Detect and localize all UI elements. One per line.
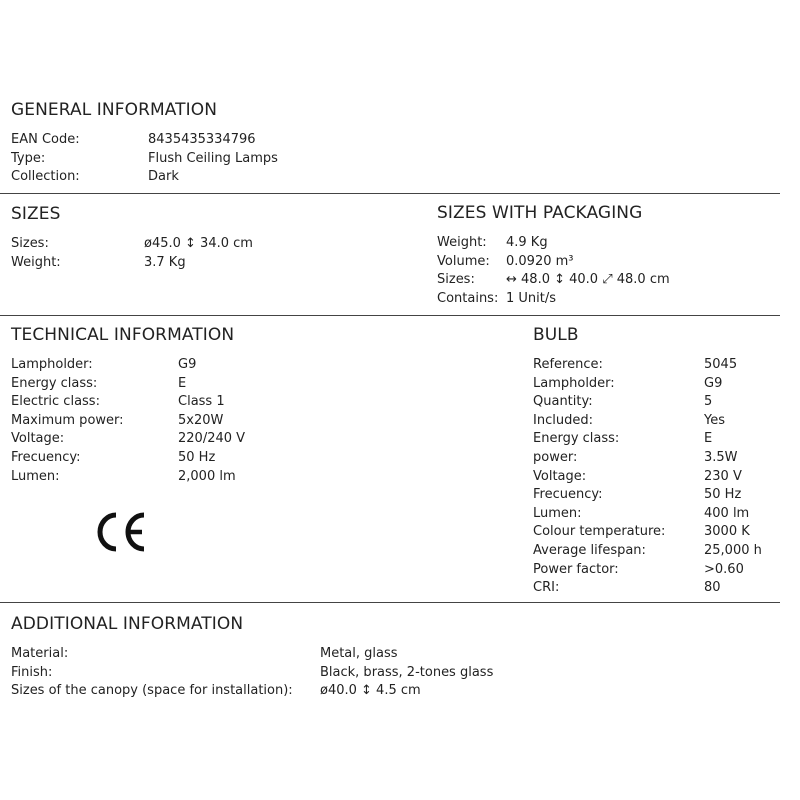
spec-label: power: bbox=[533, 449, 578, 465]
spec-value: 230 V bbox=[704, 468, 742, 484]
spec-value: 4.9 Kg bbox=[506, 235, 548, 250]
spec-label: Frecuency: bbox=[533, 487, 603, 503]
spec-value: Dark bbox=[148, 169, 179, 185]
general-information-heading: GENERAL INFORMATION bbox=[11, 100, 218, 120]
spec-value: 3.5W bbox=[704, 449, 738, 465]
spec-label: Electric class: bbox=[11, 394, 100, 410]
spec-label: Quantity: bbox=[533, 394, 593, 410]
spec-value: 5 bbox=[704, 394, 713, 410]
spec-label: CRI: bbox=[533, 580, 560, 596]
spec-value: Metal, glass bbox=[320, 646, 398, 661]
sizes-with-packaging-heading: SIZES WITH PACKAGING bbox=[437, 203, 643, 223]
spec-label: Voltage: bbox=[11, 431, 65, 447]
spec-label: Lumen: bbox=[533, 505, 582, 521]
spec-value: Flush Ceiling Lamps bbox=[148, 150, 278, 166]
spec-label: Average lifespan: bbox=[533, 542, 646, 558]
spec-value: E bbox=[704, 431, 713, 447]
spec-label: Energy class: bbox=[533, 431, 620, 447]
spec-label: Weight: bbox=[11, 254, 61, 270]
spec-label: Colour temperature: bbox=[533, 524, 666, 540]
spec-value: Yes bbox=[704, 412, 725, 428]
spec-value: G9 bbox=[704, 375, 723, 391]
spec-value: G9 bbox=[178, 357, 197, 372]
sizes-heading: SIZES bbox=[11, 204, 61, 224]
spec-value: 8435435334796 bbox=[148, 132, 256, 147]
ce-mark-icon bbox=[94, 510, 150, 554]
spec-value: >0.60 bbox=[704, 561, 744, 577]
spec-label: Lampholder: bbox=[533, 375, 615, 391]
section-divider bbox=[0, 315, 780, 316]
spec-value: Black, brass, 2-tones glass bbox=[320, 664, 494, 680]
spec-label: Lampholder: bbox=[11, 357, 93, 372]
bulb-heading: BULB bbox=[533, 325, 579, 345]
spec-value: 2,000 lm bbox=[178, 468, 236, 484]
spec-value: 5045 bbox=[704, 357, 738, 372]
spec-label: Frecuency: bbox=[11, 449, 81, 465]
section-divider bbox=[0, 602, 780, 603]
spec-label: EAN Code: bbox=[11, 132, 80, 147]
spec-label: Sizes: bbox=[11, 236, 49, 251]
spec-value: 50 Hz bbox=[704, 487, 742, 503]
spec-value: 0.0920 m³ bbox=[506, 253, 574, 269]
spec-value: E bbox=[178, 375, 187, 391]
spec-value: 80 bbox=[704, 580, 721, 596]
spec-label: Maximum power: bbox=[11, 412, 124, 428]
spec-label: Energy class: bbox=[11, 375, 98, 391]
spec-value: 25,000 h bbox=[704, 542, 762, 558]
additional-information-heading: ADDITIONAL INFORMATION bbox=[11, 614, 244, 634]
spec-label: Weight: bbox=[437, 235, 487, 250]
spec-label: Power factor: bbox=[533, 561, 619, 577]
spec-label: Contains: bbox=[437, 290, 499, 306]
spec-value: ø45.0 ↕ 34.0 cm bbox=[144, 236, 253, 251]
spec-value: 3.7 Kg bbox=[144, 254, 186, 270]
spec-label: Voltage: bbox=[533, 468, 587, 484]
spec-value: ↔ 48.0 ↕ 40.0 ⤢ 48.0 cm bbox=[506, 272, 670, 288]
spec-label: Collection: bbox=[11, 169, 80, 185]
spec-label: Type: bbox=[11, 150, 46, 166]
spec-value: ø40.0 ↕ 4.5 cm bbox=[320, 683, 421, 699]
spec-value: 220/240 V bbox=[178, 431, 246, 447]
spec-value: 1 Unit/s bbox=[506, 290, 557, 306]
spec-value: 400 lm bbox=[704, 505, 750, 521]
spec-label: Volume: bbox=[437, 253, 490, 269]
technical-information-heading: TECHNICAL INFORMATION bbox=[11, 325, 235, 345]
spec-label: Lumen: bbox=[11, 468, 60, 484]
spec-label: Material: bbox=[11, 646, 69, 661]
spec-value: Class 1 bbox=[178, 394, 225, 410]
section-divider bbox=[0, 193, 780, 194]
spec-label: Included: bbox=[533, 412, 593, 428]
spec-label: Sizes: bbox=[437, 272, 475, 288]
spec-label: Reference: bbox=[533, 357, 603, 372]
spec-value: 50 Hz bbox=[178, 449, 216, 465]
spec-value: 3000 K bbox=[704, 524, 750, 540]
spec-label: Sizes of the canopy (space for installation): bbox=[11, 683, 293, 699]
spec-value: 5x20W bbox=[178, 412, 224, 428]
spec-label: Finish: bbox=[11, 664, 53, 680]
